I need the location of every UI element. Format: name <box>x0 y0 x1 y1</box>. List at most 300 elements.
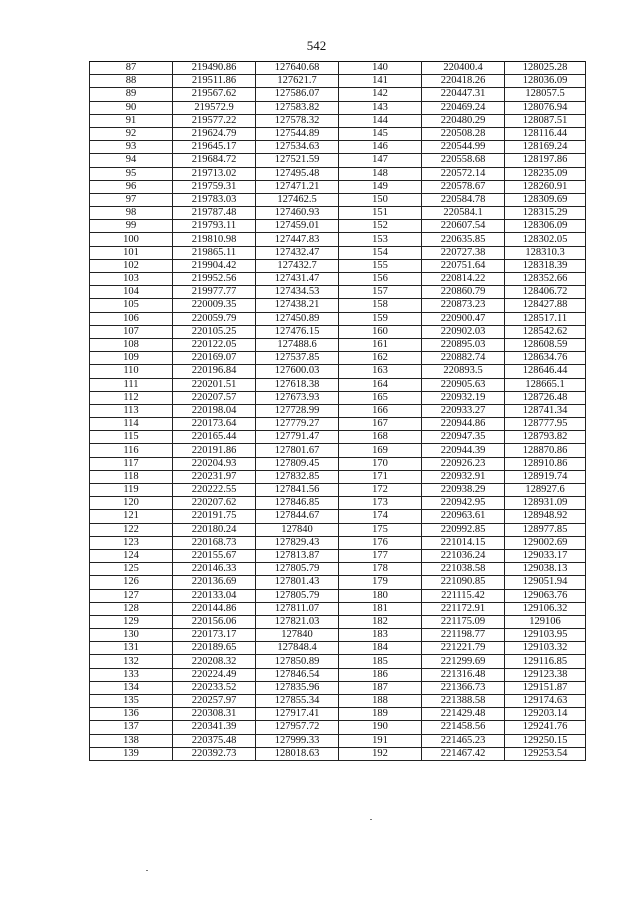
y-coordinate-right: 128116.44 <box>505 127 586 140</box>
y-coordinate-left: 127537.85 <box>256 352 339 365</box>
y-coordinate-left: 127841.56 <box>256 484 339 497</box>
table-row <box>90 101 586 114</box>
x-coordinate-left: 220122.05 <box>173 338 256 351</box>
y-coordinate-left: 127521.59 <box>256 154 339 167</box>
point-number-left: 138 <box>90 734 173 747</box>
x-coordinate-right: 220480.29 <box>422 114 505 127</box>
x-coordinate-right: 220635.85 <box>422 233 505 246</box>
point-number-right: 141 <box>339 75 422 88</box>
point-number-left: 106 <box>90 312 173 325</box>
point-number-right: 148 <box>339 167 422 180</box>
y-coordinate-left: 127618.38 <box>256 378 339 391</box>
point-number-left: 128 <box>90 602 173 615</box>
x-coordinate-right: 221198.77 <box>422 629 505 642</box>
y-coordinate-left: 127673.93 <box>256 391 339 404</box>
x-coordinate-left: 220201.51 <box>173 378 256 391</box>
point-number-left: 117 <box>90 457 173 470</box>
y-coordinate-left: 127432.47 <box>256 246 339 259</box>
x-coordinate-right: 220469.24 <box>422 101 505 114</box>
x-coordinate-left: 220168.73 <box>173 536 256 549</box>
table-row <box>90 708 586 721</box>
point-number-left: 88 <box>90 75 173 88</box>
table-row <box>90 127 586 140</box>
point-number-right: 188 <box>339 695 422 708</box>
y-coordinate-left: 127600.03 <box>256 365 339 378</box>
y-coordinate-left: 127460.93 <box>256 207 339 220</box>
table-row <box>90 404 586 417</box>
point-number-left: 121 <box>90 510 173 523</box>
x-coordinate-right: 220926.23 <box>422 457 505 470</box>
point-number-left: 92 <box>90 127 173 140</box>
x-coordinate-right: 220544.99 <box>422 141 505 154</box>
y-coordinate-right: 128235.09 <box>505 167 586 180</box>
x-coordinate-left: 220173.17 <box>173 629 256 642</box>
point-number-right: 170 <box>339 457 422 470</box>
y-coordinate-left: 127850.89 <box>256 655 339 668</box>
point-number-left: 89 <box>90 88 173 101</box>
point-number-right: 162 <box>339 352 422 365</box>
x-coordinate-right: 220584.1 <box>422 207 505 220</box>
x-coordinate-left: 220231.97 <box>173 470 256 483</box>
x-coordinate-left: 220180.24 <box>173 523 256 536</box>
point-number-right: 167 <box>339 418 422 431</box>
x-coordinate-right: 220947.35 <box>422 431 505 444</box>
point-number-right: 183 <box>339 629 422 642</box>
table-row <box>90 207 586 220</box>
y-coordinate-left: 127459.01 <box>256 220 339 233</box>
point-number-right: 159 <box>339 312 422 325</box>
x-coordinate-right: 221388.58 <box>422 695 505 708</box>
x-coordinate-left: 220146.33 <box>173 563 256 576</box>
point-number-left: 130 <box>90 629 173 642</box>
y-coordinate-right: 128870.86 <box>505 444 586 457</box>
x-coordinate-right: 220933.27 <box>422 404 505 417</box>
x-coordinate-left: 220155.67 <box>173 549 256 562</box>
y-coordinate-right: 128931.09 <box>505 497 586 510</box>
y-coordinate-left: 127728.99 <box>256 404 339 417</box>
x-coordinate-left: 220133.04 <box>173 589 256 602</box>
table-row <box>90 259 586 272</box>
y-coordinate-left: 127432.7 <box>256 259 339 272</box>
y-coordinate-right: 128910.86 <box>505 457 586 470</box>
x-coordinate-right: 221221.79 <box>422 642 505 655</box>
table-row <box>90 286 586 299</box>
y-coordinate-left: 127811.07 <box>256 602 339 615</box>
point-number-left: 105 <box>90 299 173 312</box>
point-number-left: 127 <box>90 589 173 602</box>
point-number-left: 95 <box>90 167 173 180</box>
y-coordinate-right: 128777.95 <box>505 418 586 431</box>
table-body <box>90 62 586 761</box>
point-number-right: 152 <box>339 220 422 233</box>
point-number-left: 120 <box>90 497 173 510</box>
point-number-right: 180 <box>339 589 422 602</box>
x-coordinate-right: 220873.23 <box>422 299 505 312</box>
point-number-right: 181 <box>339 602 422 615</box>
table-row <box>90 589 586 602</box>
point-number-left: 115 <box>90 431 173 444</box>
y-coordinate-left: 127471.21 <box>256 180 339 193</box>
y-coordinate-right: 128427.88 <box>505 299 586 312</box>
table-row <box>90 602 586 615</box>
y-coordinate-right: 129002.69 <box>505 536 586 549</box>
y-coordinate-right: 129033.17 <box>505 549 586 562</box>
point-number-left: 118 <box>90 470 173 483</box>
y-coordinate-left: 127805.79 <box>256 589 339 602</box>
x-coordinate-left: 219952.56 <box>173 273 256 286</box>
point-number-left: 112 <box>90 391 173 404</box>
x-coordinate-left: 220257.97 <box>173 695 256 708</box>
x-coordinate-right: 220607.54 <box>422 220 505 233</box>
point-number-left: 100 <box>90 233 173 246</box>
y-coordinate-left: 127462.5 <box>256 193 339 206</box>
y-coordinate-left: 127855.34 <box>256 695 339 708</box>
point-number-right: 192 <box>339 747 422 760</box>
table-row <box>90 523 586 536</box>
point-number-left: 123 <box>90 536 173 549</box>
x-coordinate-left: 219904.42 <box>173 259 256 272</box>
point-number-right: 147 <box>339 154 422 167</box>
point-number-left: 126 <box>90 576 173 589</box>
x-coordinate-left: 220191.75 <box>173 510 256 523</box>
y-coordinate-left: 127801.67 <box>256 444 339 457</box>
x-coordinate-right: 220942.95 <box>422 497 505 510</box>
point-number-right: 186 <box>339 668 422 681</box>
x-coordinate-left: 220191.86 <box>173 444 256 457</box>
table-row <box>90 484 586 497</box>
y-coordinate-right: 128025.28 <box>505 62 586 75</box>
x-coordinate-right: 220932.91 <box>422 470 505 483</box>
y-coordinate-left: 128018.63 <box>256 747 339 760</box>
x-coordinate-right: 220508.28 <box>422 127 505 140</box>
table-row <box>90 365 586 378</box>
y-coordinate-left: 127544.89 <box>256 127 339 140</box>
point-number-left: 134 <box>90 681 173 694</box>
y-coordinate-right: 129106 <box>505 615 586 628</box>
table-row <box>90 378 586 391</box>
table-row <box>90 391 586 404</box>
x-coordinate-right: 220727.38 <box>422 246 505 259</box>
x-coordinate-right: 220963.61 <box>422 510 505 523</box>
x-coordinate-left: 219567.62 <box>173 88 256 101</box>
y-coordinate-right: 128310.3 <box>505 246 586 259</box>
y-coordinate-right: 128927.6 <box>505 484 586 497</box>
x-coordinate-left: 220165.44 <box>173 431 256 444</box>
x-coordinate-right: 221316.48 <box>422 668 505 681</box>
x-coordinate-left: 220375.48 <box>173 734 256 747</box>
y-coordinate-left: 127495.48 <box>256 167 339 180</box>
table-row <box>90 734 586 747</box>
x-coordinate-left: 220173.64 <box>173 418 256 431</box>
point-number-right: 158 <box>339 299 422 312</box>
x-coordinate-right: 220860.79 <box>422 286 505 299</box>
x-coordinate-left: 220136.69 <box>173 576 256 589</box>
x-coordinate-right: 221172.91 <box>422 602 505 615</box>
x-coordinate-left: 219624.79 <box>173 127 256 140</box>
x-coordinate-left: 220308.31 <box>173 708 256 721</box>
table-row <box>90 114 586 127</box>
x-coordinate-left: 220341.39 <box>173 721 256 734</box>
y-coordinate-left: 127832.85 <box>256 470 339 483</box>
point-number-left: 101 <box>90 246 173 259</box>
table-row <box>90 470 586 483</box>
table-row <box>90 180 586 193</box>
point-number-left: 133 <box>90 668 173 681</box>
y-coordinate-left: 127447.83 <box>256 233 339 246</box>
point-number-left: 87 <box>90 62 173 75</box>
table-row <box>90 352 586 365</box>
y-coordinate-left: 127848.4 <box>256 642 339 655</box>
point-number-right: 157 <box>339 286 422 299</box>
point-number-right: 177 <box>339 549 422 562</box>
y-coordinate-right: 129174.63 <box>505 695 586 708</box>
point-number-right: 160 <box>339 325 422 338</box>
point-number-right: 178 <box>339 563 422 576</box>
y-coordinate-left: 127791.47 <box>256 431 339 444</box>
x-coordinate-right: 220751.64 <box>422 259 505 272</box>
point-number-right: 149 <box>339 180 422 193</box>
point-number-right: 179 <box>339 576 422 589</box>
x-coordinate-right: 221465.23 <box>422 734 505 747</box>
y-coordinate-right: 128517.11 <box>505 312 586 325</box>
y-coordinate-left: 127586.07 <box>256 88 339 101</box>
stray-mark <box>370 819 372 820</box>
x-coordinate-left: 220196.84 <box>173 365 256 378</box>
y-coordinate-right: 129151.87 <box>505 681 586 694</box>
point-number-right: 172 <box>339 484 422 497</box>
y-coordinate-right: 129241.76 <box>505 721 586 734</box>
table-row <box>90 536 586 549</box>
table-row <box>90 563 586 576</box>
x-coordinate-left: 219783.03 <box>173 193 256 206</box>
point-number-right: 156 <box>339 273 422 286</box>
point-number-right: 150 <box>339 193 422 206</box>
x-coordinate-right: 220584.78 <box>422 193 505 206</box>
x-coordinate-right: 220932.19 <box>422 391 505 404</box>
y-coordinate-right: 128977.85 <box>505 523 586 536</box>
y-coordinate-right: 128260.91 <box>505 180 586 193</box>
point-number-right: 174 <box>339 510 422 523</box>
x-coordinate-left: 220169.07 <box>173 352 256 365</box>
x-coordinate-right: 220558.68 <box>422 154 505 167</box>
table-row <box>90 721 586 734</box>
x-coordinate-right: 220905.63 <box>422 378 505 391</box>
table-row <box>90 497 586 510</box>
y-coordinate-right: 129250.15 <box>505 734 586 747</box>
x-coordinate-left: 219793.11 <box>173 220 256 233</box>
table-row <box>90 233 586 246</box>
x-coordinate-left: 219759.31 <box>173 180 256 193</box>
y-coordinate-left: 127840 <box>256 523 339 536</box>
x-coordinate-right: 220944.86 <box>422 418 505 431</box>
x-coordinate-left: 219787.48 <box>173 207 256 220</box>
point-number-right: 146 <box>339 141 422 154</box>
point-number-left: 135 <box>90 695 173 708</box>
x-coordinate-right: 221429.48 <box>422 708 505 721</box>
point-number-left: 139 <box>90 747 173 760</box>
point-number-right: 187 <box>339 681 422 694</box>
y-coordinate-left: 127583.82 <box>256 101 339 114</box>
point-number-left: 132 <box>90 655 173 668</box>
y-coordinate-right: 129116.85 <box>505 655 586 668</box>
point-number-right: 140 <box>339 62 422 75</box>
point-number-left: 93 <box>90 141 173 154</box>
x-coordinate-left: 220189.65 <box>173 642 256 655</box>
y-coordinate-right: 129106.32 <box>505 602 586 615</box>
x-coordinate-left: 220144.86 <box>173 602 256 615</box>
y-coordinate-left: 127431.47 <box>256 273 339 286</box>
point-number-left: 110 <box>90 365 173 378</box>
table-row <box>90 75 586 88</box>
point-number-left: 96 <box>90 180 173 193</box>
y-coordinate-right: 129253.54 <box>505 747 586 760</box>
table-row <box>90 220 586 233</box>
point-number-right: 145 <box>339 127 422 140</box>
x-coordinate-left: 220198.04 <box>173 404 256 417</box>
table-row <box>90 655 586 668</box>
table-row <box>90 193 586 206</box>
y-coordinate-right: 128318.39 <box>505 259 586 272</box>
x-coordinate-right: 220418.26 <box>422 75 505 88</box>
point-number-right: 143 <box>339 101 422 114</box>
point-number-left: 119 <box>90 484 173 497</box>
point-number-right: 173 <box>339 497 422 510</box>
x-coordinate-right: 220578.67 <box>422 180 505 193</box>
point-number-right: 144 <box>339 114 422 127</box>
x-coordinate-right: 220938.29 <box>422 484 505 497</box>
table-row <box>90 246 586 259</box>
point-number-right: 151 <box>339 207 422 220</box>
point-number-left: 103 <box>90 273 173 286</box>
point-number-left: 104 <box>90 286 173 299</box>
y-coordinate-left: 127640.68 <box>256 62 339 75</box>
point-number-left: 137 <box>90 721 173 734</box>
point-number-right: 184 <box>339 642 422 655</box>
table-row <box>90 88 586 101</box>
x-coordinate-right: 221366.73 <box>422 681 505 694</box>
point-number-right: 176 <box>339 536 422 549</box>
x-coordinate-left: 220105.25 <box>173 325 256 338</box>
y-coordinate-right: 129051.94 <box>505 576 586 589</box>
y-coordinate-right: 128646.44 <box>505 365 586 378</box>
x-coordinate-left: 219572.9 <box>173 101 256 114</box>
y-coordinate-left: 127779.27 <box>256 418 339 431</box>
point-number-left: 111 <box>90 378 173 391</box>
y-coordinate-left: 127829.43 <box>256 536 339 549</box>
y-coordinate-left: 127957.72 <box>256 721 339 734</box>
x-coordinate-right: 220814.22 <box>422 273 505 286</box>
point-number-right: 175 <box>339 523 422 536</box>
x-coordinate-left: 220009.35 <box>173 299 256 312</box>
y-coordinate-right: 128608.59 <box>505 338 586 351</box>
point-number-right: 168 <box>339 431 422 444</box>
y-coordinate-left: 127438.21 <box>256 299 339 312</box>
x-coordinate-right: 220900.47 <box>422 312 505 325</box>
x-coordinate-left: 220222.55 <box>173 484 256 497</box>
x-coordinate-right: 220902.03 <box>422 325 505 338</box>
point-number-left: 98 <box>90 207 173 220</box>
point-number-left: 90 <box>90 101 173 114</box>
x-coordinate-left: 220207.57 <box>173 391 256 404</box>
x-coordinate-right: 220893.5 <box>422 365 505 378</box>
x-coordinate-left: 219977.77 <box>173 286 256 299</box>
point-number-left: 107 <box>90 325 173 338</box>
y-coordinate-right: 128919.74 <box>505 470 586 483</box>
table-row <box>90 629 586 642</box>
x-coordinate-left: 220059.79 <box>173 312 256 325</box>
table-row <box>90 510 586 523</box>
x-coordinate-left: 220207.62 <box>173 497 256 510</box>
y-coordinate-right: 129038.13 <box>505 563 586 576</box>
y-coordinate-right: 128352.66 <box>505 273 586 286</box>
y-coordinate-right: 128036.09 <box>505 75 586 88</box>
y-coordinate-right: 129203.14 <box>505 708 586 721</box>
point-number-left: 113 <box>90 404 173 417</box>
y-coordinate-right: 128406.72 <box>505 286 586 299</box>
y-coordinate-left: 127846.85 <box>256 497 339 510</box>
x-coordinate-left: 220204.93 <box>173 457 256 470</box>
point-number-left: 99 <box>90 220 173 233</box>
point-number-right: 166 <box>339 404 422 417</box>
table-row <box>90 747 586 760</box>
x-coordinate-left: 219577.22 <box>173 114 256 127</box>
x-coordinate-right: 221090.85 <box>422 576 505 589</box>
point-number-right: 189 <box>339 708 422 721</box>
y-coordinate-right: 128634.76 <box>505 352 586 365</box>
y-coordinate-left: 127534.63 <box>256 141 339 154</box>
x-coordinate-right: 220895.03 <box>422 338 505 351</box>
x-coordinate-right: 221175.09 <box>422 615 505 628</box>
table-row <box>90 457 586 470</box>
y-coordinate-left: 127835.96 <box>256 681 339 694</box>
x-coordinate-left: 220233.52 <box>173 681 256 694</box>
table-row <box>90 299 586 312</box>
point-number-right: 153 <box>339 233 422 246</box>
x-coordinate-left: 219810.98 <box>173 233 256 246</box>
table-row <box>90 62 586 75</box>
y-coordinate-right: 129123.38 <box>505 668 586 681</box>
point-number-right: 164 <box>339 378 422 391</box>
point-number-left: 102 <box>90 259 173 272</box>
x-coordinate-left: 219490.86 <box>173 62 256 75</box>
x-coordinate-left: 219645.17 <box>173 141 256 154</box>
y-coordinate-left: 127801.43 <box>256 576 339 589</box>
table-row <box>90 444 586 457</box>
y-coordinate-right: 128087.51 <box>505 114 586 127</box>
y-coordinate-right: 129103.95 <box>505 629 586 642</box>
table-row <box>90 338 586 351</box>
y-coordinate-left: 127999.33 <box>256 734 339 747</box>
table-row <box>90 312 586 325</box>
y-coordinate-right: 128741.34 <box>505 404 586 417</box>
y-coordinate-right: 128948.92 <box>505 510 586 523</box>
page-number: 542 <box>306 38 327 53</box>
x-coordinate-right: 220572.14 <box>422 167 505 180</box>
x-coordinate-left: 219684.72 <box>173 154 256 167</box>
table-row <box>90 642 586 655</box>
x-coordinate-right: 221038.58 <box>422 563 505 576</box>
point-number-left: 108 <box>90 338 173 351</box>
point-number-left: 131 <box>90 642 173 655</box>
y-coordinate-right: 128542.62 <box>505 325 586 338</box>
x-coordinate-right: 221458.56 <box>422 721 505 734</box>
point-number-left: 97 <box>90 193 173 206</box>
table-row <box>90 681 586 694</box>
y-coordinate-left: 127840 <box>256 629 339 642</box>
x-coordinate-right: 221014.15 <box>422 536 505 549</box>
table-row <box>90 273 586 286</box>
y-coordinate-right: 129063.76 <box>505 589 586 602</box>
